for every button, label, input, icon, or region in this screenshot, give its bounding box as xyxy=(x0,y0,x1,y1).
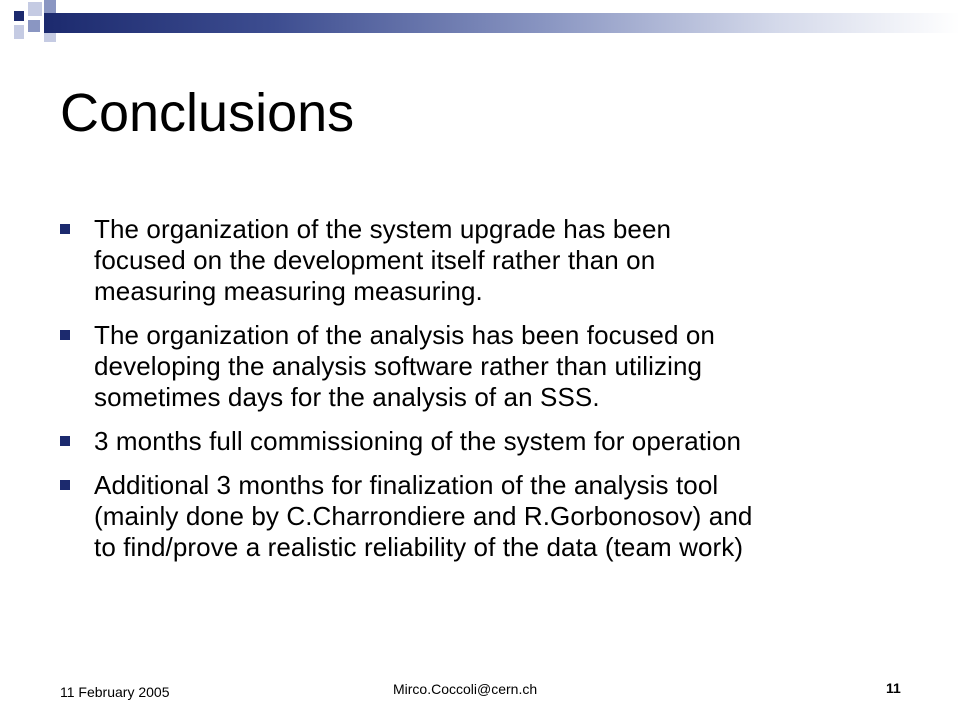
bullet-line: focused on the development itself rather than on xyxy=(94,245,656,275)
bullet-line: sometimes days for the analysis of an SSS. xyxy=(94,382,600,412)
bullet-line: The organization of the analysis has been focused on xyxy=(94,320,715,350)
bullet-line: 3 months full commissioning of the system for operation xyxy=(94,426,742,456)
bullet-line: to find/prove a realistic reliability of the data (team work) xyxy=(94,532,744,562)
bullet-item-4 xyxy=(60,470,920,563)
footer-email: Mirco.Coccoli@cern.ch xyxy=(393,681,538,697)
bullet-item-3 xyxy=(60,426,920,457)
footer-date: 11 February 2005 xyxy=(60,684,170,700)
bullet-item-1 xyxy=(60,214,920,307)
bullet-line: Additional 3 months for finalization of the analysis tool xyxy=(94,470,719,500)
bullet-line: measuring measuring measuring. xyxy=(94,276,483,306)
bullet-line: (mainly done by C.Charrondiere and R.Gorbonosov) and xyxy=(94,501,753,531)
deco-square-dark-1 xyxy=(14,11,24,21)
deco-square-light-1 xyxy=(28,2,42,16)
header-decoration xyxy=(0,0,960,42)
square-bullet-icon xyxy=(60,224,70,234)
deco-square-light-3 xyxy=(44,33,56,42)
slide-title: Conclusions xyxy=(60,83,355,143)
bullet-line: developing the analysis software rather than utilizing xyxy=(94,351,703,381)
square-bullet-icon xyxy=(60,436,70,446)
header-gradient-bar xyxy=(44,13,960,33)
square-bullet-icon xyxy=(60,330,70,340)
bullet-line: The organization of the system upgrade has been xyxy=(94,214,672,244)
page-number: 11 xyxy=(886,680,901,696)
deco-square-light-2 xyxy=(14,25,24,39)
deco-square-medium-2 xyxy=(44,0,56,13)
bullet-item-2 xyxy=(60,320,920,413)
bullet-list xyxy=(60,214,920,576)
deco-square-medium-1 xyxy=(28,20,40,32)
square-bullet-icon xyxy=(60,480,70,490)
